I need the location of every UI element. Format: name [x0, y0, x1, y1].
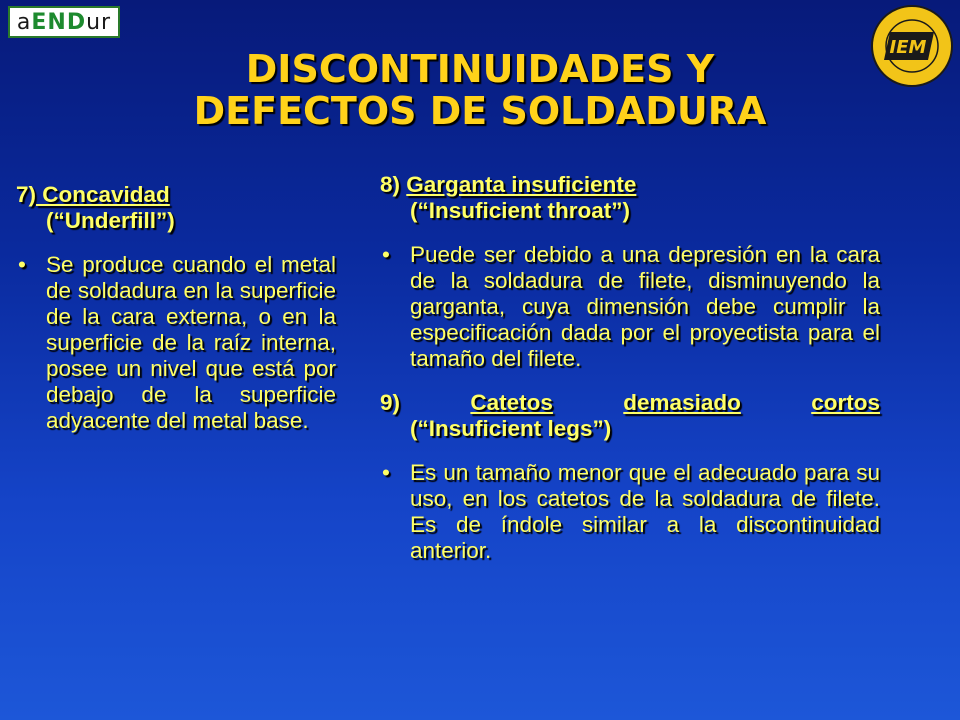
section-8-subtitle: (“Insuficient throat”)	[410, 198, 630, 223]
section-9-subtitle: (“Insuficient legs”)	[410, 416, 612, 441]
section-7-number: 7)	[16, 182, 37, 207]
seal-initials: IEM	[889, 37, 927, 58]
section-7-subtitle: (“Underfill”)	[46, 208, 175, 233]
title-line-1: DISCONTINUIDADES Y	[245, 47, 715, 91]
aendur-logo	[8, 6, 120, 38]
logo-part-1: a	[16, 9, 32, 35]
section-9-word-2: demasiado	[623, 390, 741, 415]
section-8-heading	[380, 172, 880, 198]
section-9-heading	[380, 390, 880, 416]
section-7-bullet: • Se produce cuando el metal de soldadura en la superficie de la cara externa, o en la superficie de la raíz interna, posee un nivel que está por debajo de la superficie adyacente del metal base.	[16, 252, 336, 434]
right-column	[380, 172, 880, 564]
section-9-word-1: Catetos	[470, 390, 553, 415]
logo-part-3: ur	[86, 9, 112, 35]
section-9-word-3: cortos	[811, 390, 880, 415]
section-9-number: 9)	[380, 390, 401, 415]
slide-title	[0, 48, 960, 132]
section-9-bullet: • Es un tamaño menor que el adecuado para su uso, en los catetos de la soldadura de filete. Es de índole similar a la discontinuidad anterior.	[380, 460, 880, 564]
section-8-number: 8)	[380, 172, 401, 197]
section-7-title: Concavidad	[36, 182, 170, 207]
section-7-heading	[16, 182, 336, 208]
section-8-bullet: • Puede ser debido a una depresión en la cara de la soldadura de filete, disminuyendo la garganta, cuya dimensión debe cumplir la especificación dada por el proyectista para el tamaño del filete.	[380, 242, 880, 372]
left-column	[16, 182, 336, 434]
title-line-2: DEFECTOS DE SOLDADURA	[193, 89, 767, 133]
section-8-title: Garganta insuficiente	[406, 172, 637, 197]
logo-part-2: END	[31, 9, 87, 35]
